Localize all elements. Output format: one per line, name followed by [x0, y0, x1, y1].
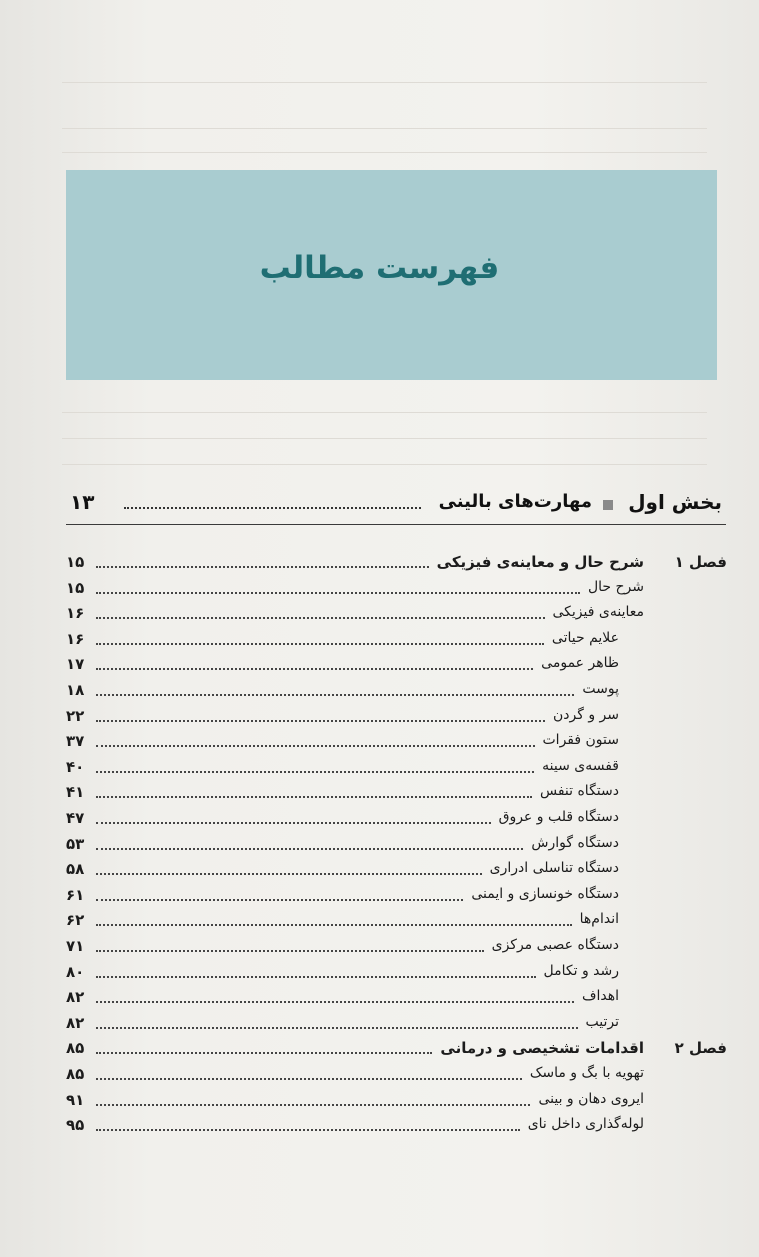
dot-leader — [96, 720, 545, 722]
toc-entry[interactable] — [0, 679, 759, 705]
toc-page-number: ۴۱ — [66, 783, 85, 801]
toc-page-number: ۷۱ — [66, 937, 85, 955]
toc-entry-title: ستون فقرات — [542, 732, 619, 748]
chapter-label: فصل ۱ — [674, 553, 727, 571]
toc-entry[interactable] — [0, 858, 759, 884]
toc-entry-title: رشد و تکامل — [543, 963, 619, 979]
toc-entry-title: اندام‌ها — [579, 911, 619, 927]
toc-entry[interactable] — [0, 756, 759, 782]
dot-leader — [96, 1027, 578, 1029]
toc-page-number: ۸۵ — [66, 1039, 85, 1057]
toc-entry-title: ایروی دهان و بینی — [538, 1091, 644, 1107]
dot-leader — [96, 771, 534, 773]
dot-leader — [96, 566, 429, 568]
dot-leader — [96, 694, 574, 696]
dot-leader — [96, 1129, 520, 1131]
toc-entry[interactable] — [0, 602, 759, 628]
toc-page-number: ۹۱ — [66, 1091, 85, 1109]
part-heading — [66, 488, 726, 525]
toc-page-number: ۸۲ — [66, 988, 85, 1006]
dot-leader — [96, 1052, 432, 1054]
toc-entry-title: دستگاه خونسازی و ایمنی — [471, 886, 619, 902]
part-label: بخش اول — [628, 490, 722, 514]
toc-page-number: ۴۷ — [66, 809, 85, 827]
toc-entry[interactable] — [0, 1063, 759, 1089]
toc-page-number: ۸۰ — [66, 963, 85, 981]
toc-entry[interactable] — [0, 1089, 759, 1115]
toc-page-number: ۱۵ — [66, 579, 85, 597]
dot-leader — [96, 1104, 530, 1106]
dot-leader — [96, 796, 532, 798]
toc-entry-title: دستگاه گوارش — [531, 835, 619, 851]
toc-entry-title: لوله‌گذاری داخل نای — [527, 1116, 644, 1132]
toc-entry[interactable] — [0, 884, 759, 910]
toc-entry[interactable] — [0, 577, 759, 603]
dot-leader — [124, 507, 421, 509]
toc-entry[interactable] — [0, 986, 759, 1012]
toc-entry[interactable] — [0, 961, 759, 987]
dot-leader — [96, 822, 491, 824]
ghost-rule — [62, 438, 707, 439]
ghost-rule — [62, 152, 707, 153]
dot-leader — [96, 924, 572, 926]
toc-page-number: ۲۲ — [66, 707, 85, 725]
toc-entry[interactable] — [0, 730, 759, 756]
toc-page-number: ۵۸ — [66, 860, 85, 878]
part-title: مهارت‌های بالینی — [438, 491, 592, 512]
dot-leader — [96, 950, 484, 952]
dot-leader — [96, 1078, 522, 1080]
toc-entry-title: پوست — [582, 681, 619, 697]
ghost-rule — [62, 412, 707, 413]
dot-leader — [96, 617, 545, 619]
toc-entry-title: دستگاه تنفس — [539, 783, 619, 799]
dot-leader — [96, 592, 580, 594]
toc-entry[interactable] — [0, 833, 759, 859]
dot-leader — [96, 899, 463, 901]
toc-page-number: ۶۱ — [66, 886, 85, 904]
toc-entry-title: علایم حیاتی — [551, 630, 619, 646]
part-page-number: ۱۳ — [70, 490, 95, 514]
toc-page-number: ۱۸ — [66, 681, 85, 699]
page-title: فهرست مطالب — [259, 250, 500, 286]
toc-page-number: ۱۵ — [66, 553, 85, 571]
toc-entry[interactable] — [0, 807, 759, 833]
toc-entry-title: شرح حال — [587, 579, 644, 595]
chapter-label: فصل ۲ — [674, 1039, 727, 1057]
toc-entry[interactable] — [0, 705, 759, 731]
toc-entry-title: ظاهر عمومی — [541, 655, 619, 671]
toc-page-number: ۱۷ — [66, 655, 85, 673]
toc-entry-title: قفسه‌ی سینه — [542, 758, 619, 774]
toc-entry-title: سر و گردن — [552, 707, 619, 723]
toc-entry-title: دستگاه تناسلی ادراری — [489, 860, 619, 876]
toc-entry[interactable] — [0, 1114, 759, 1140]
toc-entry[interactable] — [0, 628, 759, 654]
ghost-rule — [62, 82, 707, 83]
toc-entry-title: اهداف — [581, 988, 619, 1004]
toc-page-number: ۸۲ — [66, 1014, 85, 1032]
toc-entry[interactable] — [0, 935, 759, 961]
toc-entry[interactable] — [0, 653, 759, 679]
toc-page-number: ۱۶ — [66, 604, 85, 622]
ghost-rule — [62, 128, 707, 129]
ghost-rule — [62, 464, 707, 465]
square-bullet-icon — [603, 500, 613, 510]
dot-leader — [96, 643, 544, 645]
toc-entry[interactable] — [0, 909, 759, 935]
toc-entry-title: دستگاه قلب و عروق — [498, 809, 619, 825]
toc-page-number: ۹۵ — [66, 1116, 85, 1134]
toc-entry[interactable] — [0, 781, 759, 807]
toc-page-number: ۶۲ — [66, 911, 85, 929]
dot-leader — [96, 848, 523, 850]
toc-entry[interactable] — [0, 551, 759, 577]
toc-page-number: ۸۵ — [66, 1065, 85, 1083]
toc-entry-title: تهویه با بگ و ماسک — [529, 1065, 644, 1081]
dot-leader — [96, 745, 535, 747]
toc-entry-title: معاینه‌ی فیزیکی — [552, 604, 644, 620]
dot-leader — [96, 873, 482, 875]
toc-entry[interactable] — [0, 1012, 759, 1038]
dot-leader — [96, 668, 533, 670]
dot-leader — [96, 976, 536, 978]
toc-entry-title: شرح حال و معاینه‌ی فیزیکی — [436, 553, 644, 571]
toc-entry-title: ترتیب — [585, 1014, 619, 1030]
toc-page-number: ۱۶ — [66, 630, 85, 648]
toc-page-number: ۴۰ — [66, 758, 85, 776]
dot-leader — [96, 1001, 574, 1003]
toc-entry-title: اقدامات تشخیصی و درمانی — [440, 1039, 644, 1057]
toc-page-number: ۳۷ — [66, 732, 85, 750]
toc-page-number: ۵۳ — [66, 835, 85, 853]
toc-entry-title: دستگاه عصبی مرکزی — [491, 937, 619, 953]
toc-entry[interactable] — [0, 1037, 759, 1063]
